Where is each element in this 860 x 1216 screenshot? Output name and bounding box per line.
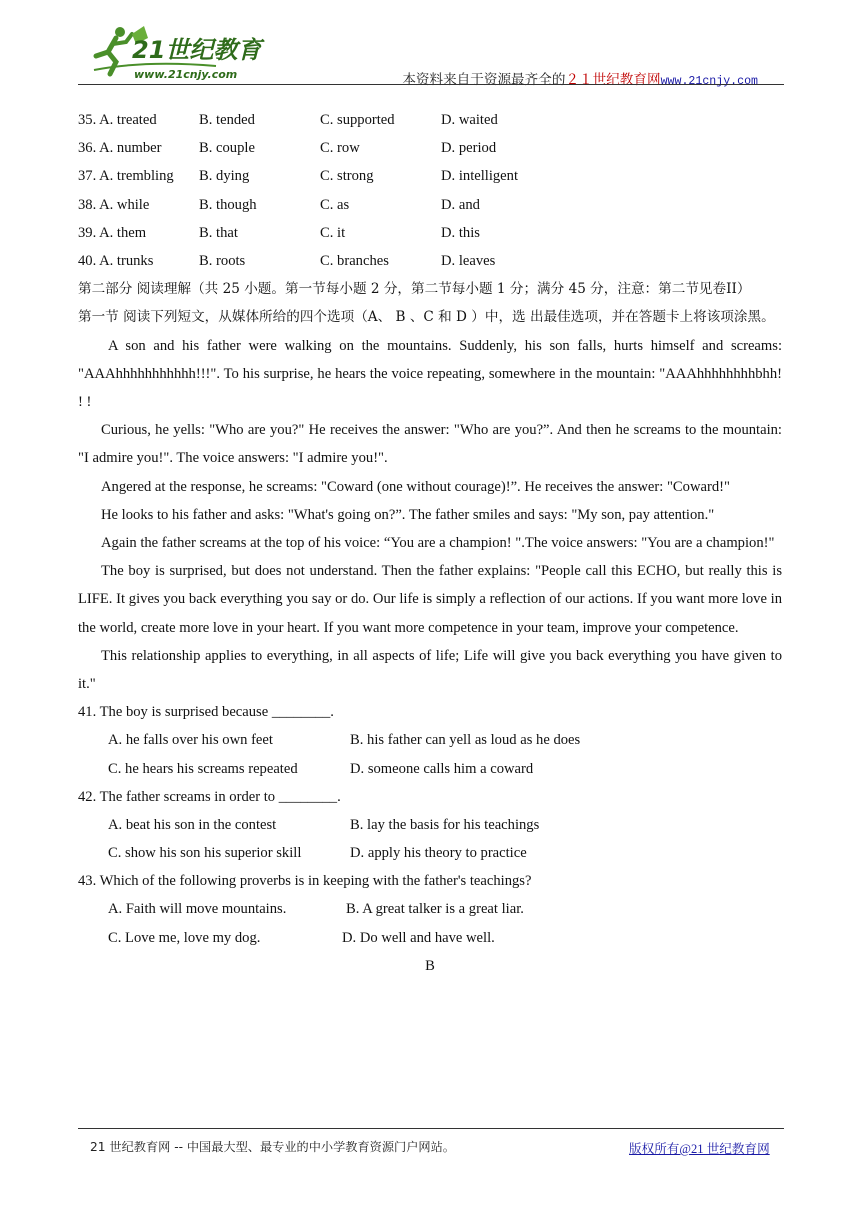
running-man-logo-icon [86, 20, 286, 84]
site-logo [86, 20, 286, 84]
svg-text:21世纪教育: 21世纪教育 [132, 36, 262, 64]
reading-passage [78, 332, 782, 699]
question-stem: 41. The boy is surprised because ________. [78, 704, 334, 721]
option-row-35: 35. A. treated B. tended C. supported D. waited [78, 112, 498, 128]
passage-paragraph: Curious, he yells: "Who are you?" He receives the answer: "Who are you?”. And then he screams to the mountain: "I admire you!". The voice answers: "I admire you!". [78, 422, 782, 467]
option-row-36: 36. A. number B. couple C. row D. period [78, 140, 497, 157]
question-stem: 43. Which of the following proverbs is in keeping with the father's teachings? [78, 873, 532, 890]
passage-paragraph: Angered at the response, he screams: "Coward (one without courage)!”. He receives the answer: "Coward!" [101, 478, 730, 495]
answer-row: A. Faith will move mountains. B. A great talker is a great liar. [108, 901, 524, 918]
section1-instructions: 第一节 阅读下列短文，从媒体所给的四个选项（A、 B 、C 和 D ）中，选 出最佳选项，并在答题卡上将该项涂黑。 [78, 309, 775, 326]
passage-paragraph: This relationship applies to everything, in all aspects of life; Life will give you back everything you have given to it." [78, 647, 782, 692]
header-divider [78, 84, 784, 85]
answer-row: C. show his son his superior skill D. apply his theory to practice [108, 845, 527, 862]
document-body [78, 106, 782, 980]
answer-row: C. Love me, love my dog. D. Do well and have well. [108, 929, 495, 946]
option-row-40: 40. A. trunks B. roots C. branches D. leaves [78, 252, 496, 269]
question-stem: 42. The father screams in order to ________. [78, 788, 341, 805]
answer-row: A. he falls over his own feet B. his father can yell as loud as he does [108, 732, 581, 749]
answer-row: C. he hears his screams repeated D. someone calls him a coward [108, 760, 534, 777]
brand-name: ２１世纪教育网 [565, 72, 661, 88]
question-43 [78, 867, 782, 952]
answer-row: A. beat his son in the contest B. lay the basis for his teachings [108, 816, 540, 833]
question-41 [78, 698, 782, 783]
footer-copyright-link[interactable]: 版权所有@21 世纪教育网 [629, 1142, 770, 1156]
header-source-note: 本资料来自于资源最齐全的２１世纪教育网www.21cnjy.com [402, 72, 758, 88]
header-url-link[interactable]: www.21cnjy.com [660, 75, 758, 88]
option-row-39: 39. A. them B. that C. it D. this [78, 224, 480, 241]
passage-paragraph: He looks to his father and asks: "What's going on?”. The father smiles and says: "My son, pay attention." [101, 506, 715, 523]
footer-site-description: 21 世纪教育网 -- 中国最大型、最专业的中小学教育资源门户网站。 [90, 1140, 455, 1154]
passage-paragraph: The boy is surprised, but does not understand. Then the father explains: "People call this ECHO, but really this is LIFE. It gives you back everything you say or do. Our life is simply a reflection of our actions. If you want more love in the world, create more love in your heart. If you want more competence in your team, improve your competence. [78, 563, 782, 636]
cloze-options [78, 106, 782, 275]
option-row-37: 37. A. trembling B. dying C. strong D. intelligent [78, 168, 519, 185]
question-42 [78, 783, 782, 868]
passage-paragraph: A son and his father were walking on the mountains. Suddenly, his son falls, hurts himself and screams: "AAAhhhhhhhhhhh!!!". To his surprise, he hears the voice repeating, somewhere in the mountain: "AAAhhhhhhhhbhh! ! ! [78, 337, 782, 410]
section-b-heading: B [425, 957, 435, 974]
part2-instructions: 第二部分 阅读理解（共 25 小题。第一节每小题 2 分，第二节每小题 1 分；满分 45 分，注意：第二节见卷II） [78, 281, 751, 298]
page-header [78, 18, 784, 86]
svg-text:www.21cnjy.com: www.21cnjy.com [134, 68, 238, 81]
option-row-38: 38. A. while B. though C. as D. and [78, 196, 480, 213]
passage-paragraph: Again the father screams at the top of his voice: “You are a champion! ".The voice answers: "You are a champion!" [101, 534, 775, 551]
footer-divider [78, 1128, 784, 1129]
